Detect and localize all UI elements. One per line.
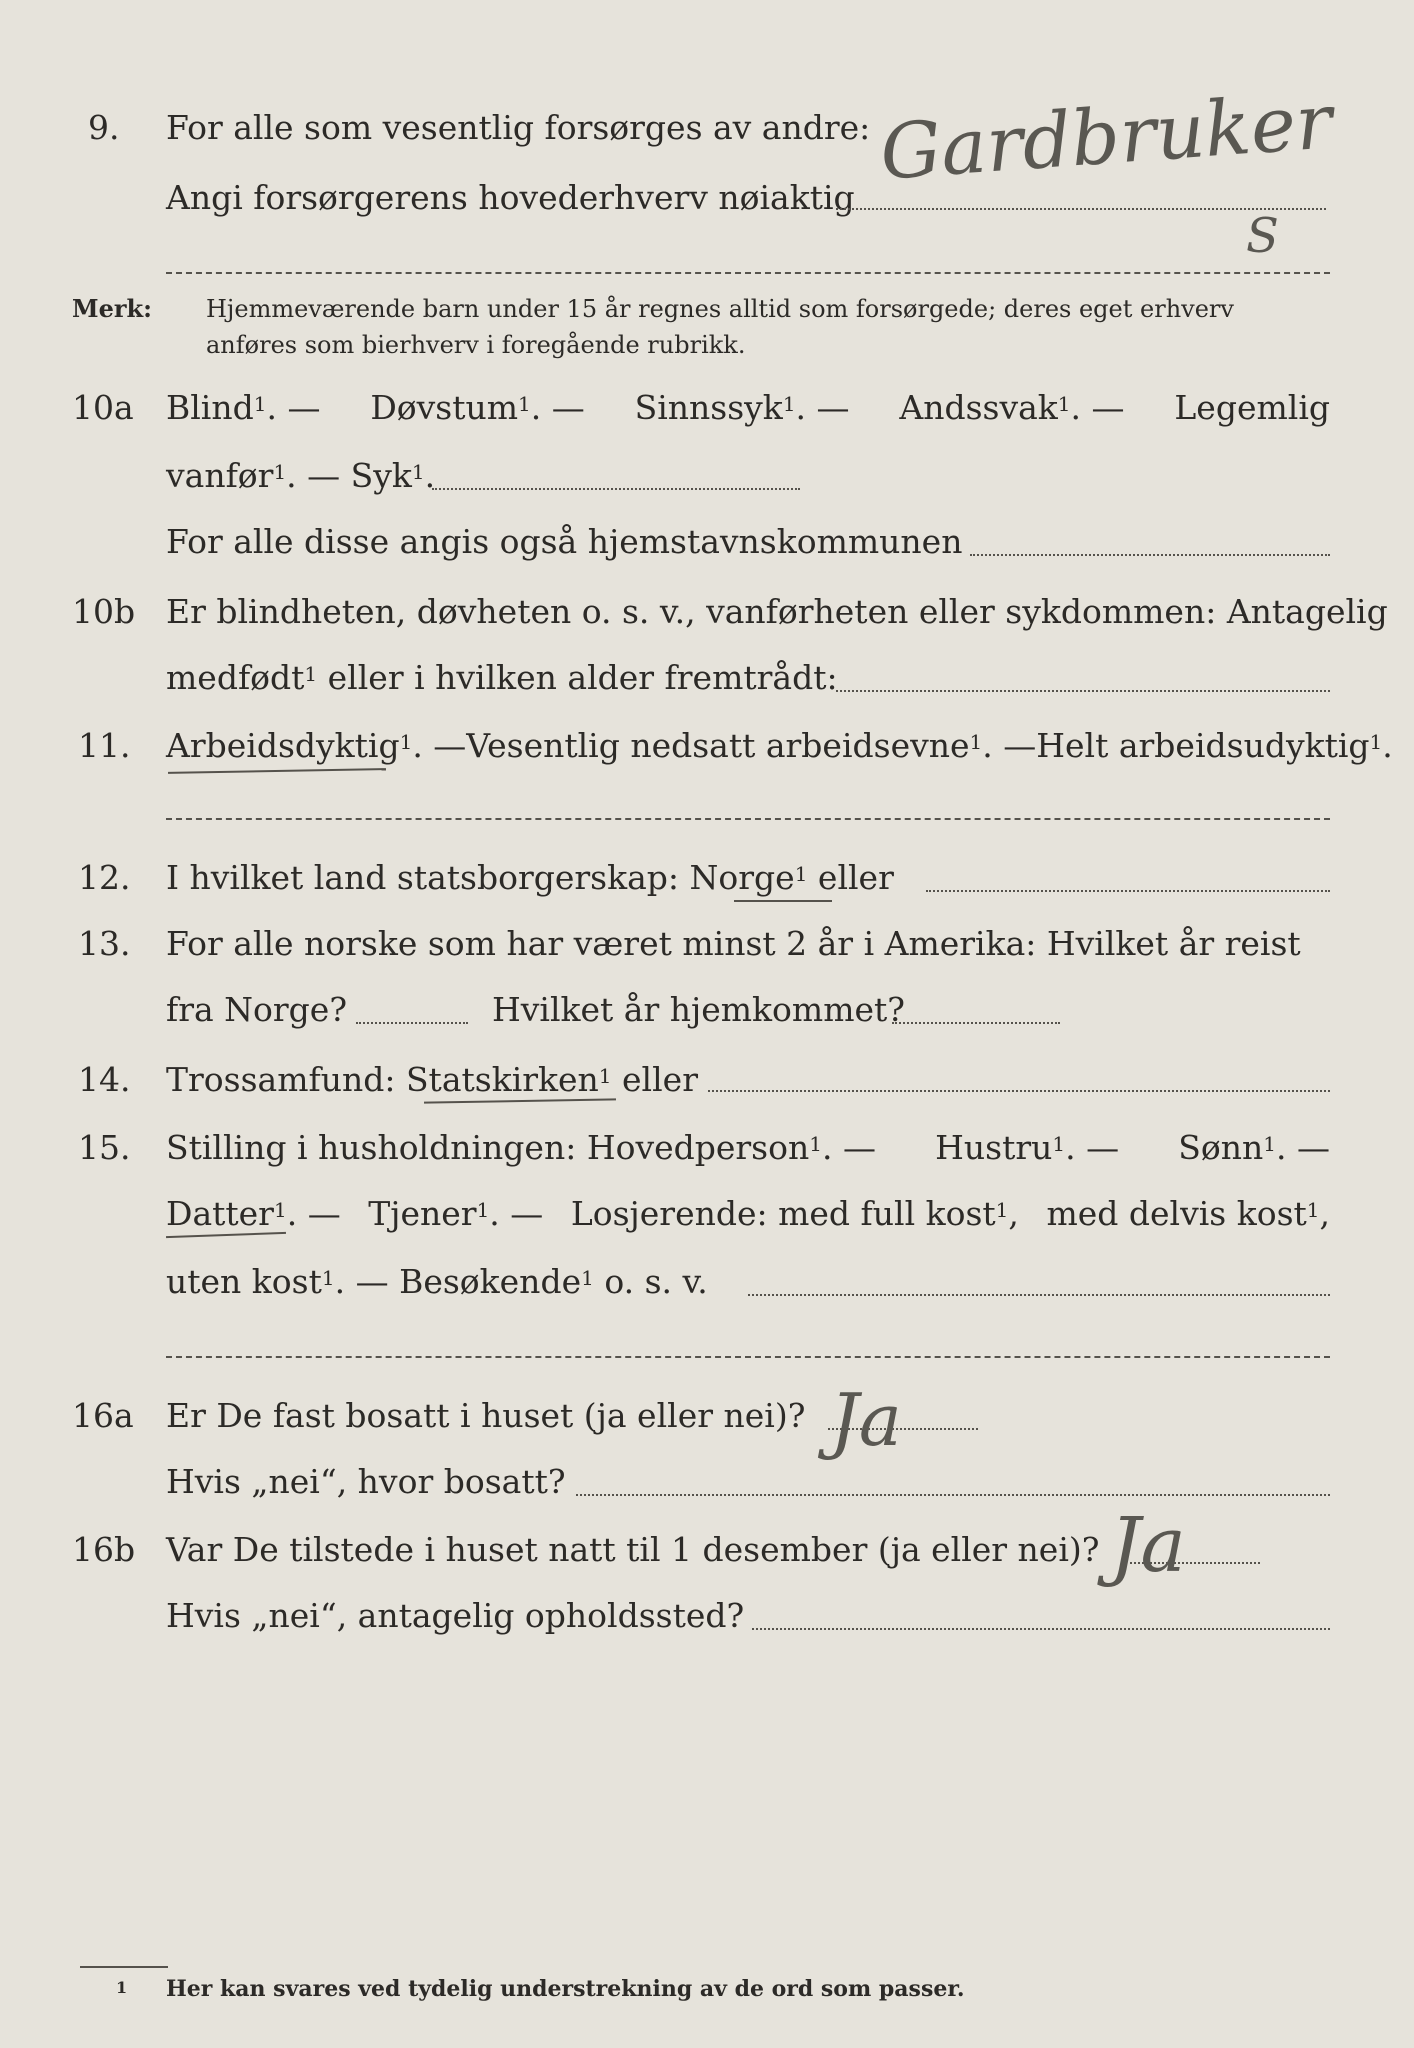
q10a-line1	[166, 388, 1330, 428]
q15-line3: uten kost$^1$. — Besøkende$^1$ o. s. v.	[166, 1262, 708, 1301]
q9-line1: For alle som vesentlig forsørges av andre:	[166, 108, 871, 147]
q9-handwritten-mark: S	[1246, 208, 1279, 264]
footnote-text: Her kan svares ved tydelig understrekning av de ord som passer.	[166, 1976, 965, 2002]
q9-number: 9.	[88, 108, 120, 147]
q10a-opt-blind: Blind$^1$. —	[166, 388, 321, 427]
merk-label: Merk:	[72, 294, 152, 323]
q10b-line2: medfødt$^1$ eller i hvilken alder fremtrådt:	[166, 658, 838, 697]
q15-opt-tjener: Tjener$^1$. —	[368, 1194, 544, 1233]
q15-answer-line	[748, 1294, 1330, 1296]
q9-extra-line	[166, 272, 1330, 274]
q12-line: I hvilket land statsborgerskap: Norge$^1$ eller	[166, 858, 894, 897]
q16b-answer-line2	[752, 1628, 1330, 1630]
q10a-opt-andssvak: Andssvak$^1$. —	[899, 388, 1125, 427]
q11-opt-arbeidsdyktig: Arbeidsdyktig$^1$. —	[166, 726, 467, 765]
q16b-line1: Var De tilstede i huset natt til 1 desember (ja eller nei)?	[166, 1530, 1100, 1569]
q13-line2b: Hvilket år hjemkommet?	[492, 990, 905, 1029]
q16a-line1: Er De fast bosatt i huset (ja eller nei)?	[166, 1396, 806, 1435]
q10a-answer-line1	[432, 488, 800, 490]
q16a-line2: Hvis „nei“, hvor bosatt?	[166, 1462, 566, 1501]
footnote-rule	[80, 1966, 168, 1968]
q9-line2: Angi forsørgerens hovederhverv nøiaktig	[166, 178, 855, 217]
q15-number: 15.	[78, 1128, 131, 1167]
q12-number: 12.	[78, 858, 131, 897]
footnote-mark: 1	[116, 1978, 128, 1997]
q11-line	[166, 726, 1393, 766]
q16a-handwritten-answer: Ja	[830, 1378, 902, 1462]
q13-line2a: fra Norge?	[166, 990, 348, 1029]
q14-answer-line	[708, 1090, 1330, 1092]
q16a-answer-line2	[576, 1494, 1330, 1496]
q10a-opt-sinnssyk: Sinnssyk$^1$. —	[634, 388, 850, 427]
merk-line2: anføres som bierhverv i foregående rubrikk.	[206, 331, 746, 359]
q11-opt-udyktig: Helt arbeidsudyktig$^1$.	[1036, 726, 1393, 765]
q11-number: 11.	[78, 726, 131, 765]
q10b-answer-line	[836, 690, 1330, 692]
q10a-opt-legemlig: Legemlig	[1174, 388, 1330, 427]
q14-opt-statskirken: Statskirken	[405, 1060, 599, 1099]
q15-opt-datter: Datter$^1$. —	[166, 1194, 341, 1233]
q15-line1	[166, 1128, 1330, 1168]
q13-answer-reist	[356, 1022, 468, 1024]
q12-opt-norge: Norge	[689, 858, 795, 897]
q16a-number: 16a	[72, 1396, 134, 1435]
q15-opt-delvis: med delvis kost$^1$,	[1046, 1194, 1330, 1233]
q10a-line2: vanfør$^1$. — Syk$^1$.	[166, 456, 436, 495]
q10b-line1: Er blindheten, døvheten o. s. v., vanførheten eller sykdommen: Antagelig	[166, 592, 1388, 631]
q16b-handwritten-answer: Ja	[1110, 1500, 1186, 1589]
q16b-line2: Hvis „nei“, antagelig opholdssted?	[166, 1596, 745, 1635]
q10a-line3: For alle disse angis også hjemstavnskommunen	[166, 522, 963, 561]
q12-answer-line	[926, 890, 1330, 892]
q15-opt-losjerende: Losjerende: med full kost$^1$,	[570, 1194, 1019, 1233]
q10a-number: 10a	[72, 388, 134, 427]
q16b-number: 16b	[72, 1530, 136, 1569]
q13-line1: For alle norske som har været minst 2 år i Amerika: Hvilket år reist	[166, 924, 1301, 963]
q10a-opt-dovstum: Døvstum$^1$. —	[370, 388, 585, 427]
q13-number: 13.	[78, 924, 131, 963]
q14-number: 14.	[78, 1060, 131, 1099]
q11-extra-line	[166, 818, 1330, 820]
q14-line: Trossamfund: Statskirken$^1$ eller	[166, 1060, 698, 1099]
q15-opt-hustru: Hustru$^1$. —	[935, 1128, 1120, 1167]
q11-underline-mark	[168, 768, 386, 774]
q13-answer-hjem	[892, 1022, 1060, 1024]
q9-handwritten-answer: Gardbruker	[877, 76, 1335, 197]
q15-opt-hovedperson: Stilling i husholdningen: Hovedperson$^1$. —	[166, 1128, 876, 1167]
merk-line1: Hjemmeværende barn under 15 år regnes alltid som forsørgede; deres eget erhverv	[206, 295, 1234, 323]
q15-line2	[166, 1194, 1330, 1234]
q10a-answer-line2	[970, 554, 1330, 556]
q11-opt-nedsatt: Vesentlig nedsatt arbeidsevne$^1$. —	[466, 726, 1037, 765]
q15-extra-line	[166, 1356, 1330, 1358]
q10b-number: 10b	[72, 592, 136, 631]
q15-opt-sonn: Sønn$^1$. —	[1178, 1128, 1330, 1167]
q12-underline-mark	[734, 900, 832, 902]
